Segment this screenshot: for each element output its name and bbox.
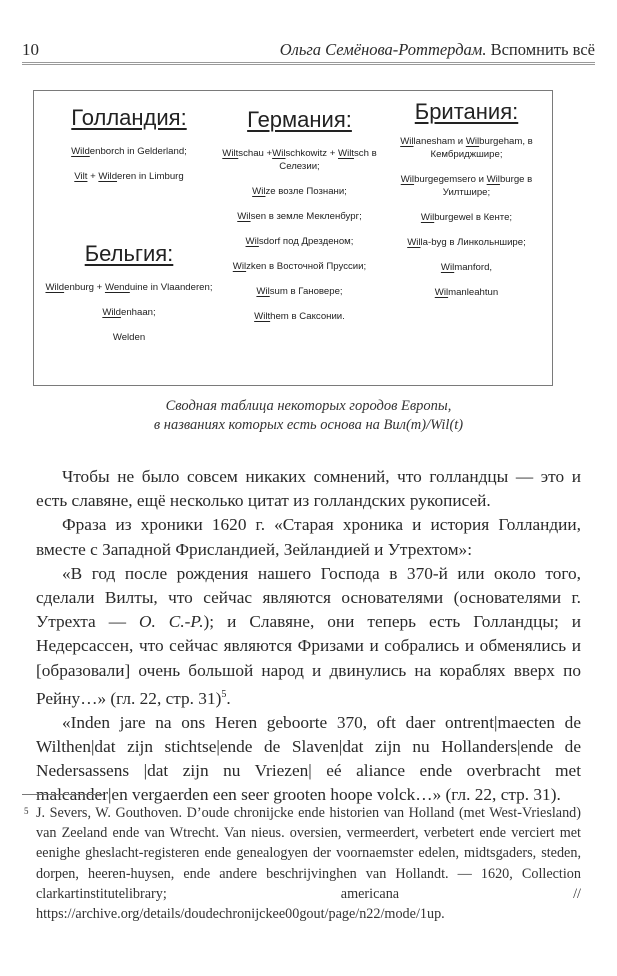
town-entry: Wildenborch in Gelderland; [71, 146, 187, 157]
running-title [280, 40, 595, 60]
root-prefix: Wil [245, 236, 259, 247]
root-prefix: Vilt [74, 171, 88, 182]
paragraph-1: Чтобы не было совсем никаких сомнений, что голландцы — это и есть славяне, ещё несколько цитат из голландских рукописей. [36, 467, 581, 511]
town-entry: Wilsum в Гановере; [256, 286, 343, 297]
root-prefix: Wilt [222, 148, 239, 159]
town-entry: Welden [112, 332, 146, 343]
root-prefix: Wend [104, 282, 130, 293]
root-prefix: Wild [102, 307, 121, 318]
town-entry: Wilburgewel в Кенте; [420, 212, 513, 223]
column-netherlands [44, 105, 214, 195]
town-entry: Wilze возле Познани; [252, 186, 347, 197]
page-number: 10 [22, 40, 39, 59]
root-prefix: Wil [434, 287, 449, 298]
root-prefix: Wil [232, 261, 247, 272]
root-prefix: Wil [420, 212, 435, 223]
column-title: Германия: [247, 107, 352, 132]
paragraph-2: Фраза из хроники 1620 г. «Старая хроника и история Голландии, вместе с Западной Фрисландией, Зейландией и Утрехтом»: [36, 515, 581, 559]
footnote-reference[interactable]: 5 [221, 688, 227, 700]
footnote [24, 803, 581, 924]
root-prefix: Wil [272, 148, 286, 159]
root-prefix: Wil [237, 211, 251, 222]
column-title: Бельгия: [84, 241, 174, 266]
root-prefix: Wil [407, 237, 421, 248]
body-text [36, 465, 581, 808]
footnote-divider [22, 794, 104, 795]
town-entry: Wilzken в Восточной Пруссии; [232, 261, 367, 272]
column-title: Британия: [414, 99, 519, 124]
running-title-book: Вспомнить всё [490, 40, 595, 59]
caption-line-2: в названиях которых есть основа на Вил(т)/Wil(t) [153, 417, 464, 433]
root-prefix: Wil [486, 174, 500, 185]
column-title: Голландия: [71, 105, 187, 130]
root-prefix: Wil [440, 262, 455, 273]
town-entry: Wilmanford, [440, 262, 493, 273]
root-prefix: Wil [252, 186, 266, 197]
root-prefix: Wilt [254, 311, 271, 322]
column-belgium [44, 241, 214, 356]
root-prefix: Wild [71, 146, 90, 157]
root-prefix: Wil [400, 136, 414, 147]
town-entry: Wiltschau +Wilschkowitz + Wiltsch в Селезии; [222, 148, 377, 172]
figure-table-box [33, 90, 553, 386]
author-initials: О. С.-Р. [139, 612, 204, 632]
town-entry: Wilmanleahtun [434, 287, 499, 298]
root-prefix: Wild [98, 171, 118, 182]
footnote-mark: 5 [24, 806, 29, 816]
root-prefix: Wild [45, 282, 65, 293]
town-entry: Vilt + Wilderen in Limburg [74, 171, 184, 182]
town-entry: Willanesham и Wilburgeham, в Кембриджшире; [400, 136, 533, 160]
town-entry: Wilburgegemsero и Wilburge в Уилтшире; [400, 174, 533, 198]
root-prefix: Wilt [338, 148, 354, 159]
root-prefix: Wil [256, 286, 270, 297]
paragraph-3-end: . [226, 688, 231, 708]
figure-caption [60, 397, 557, 435]
town-entry: Wildenburg + Wenduine in Vlaanderen; [45, 282, 213, 293]
town-entry: Wilthem в Саксонии. [254, 311, 345, 322]
town-entry: Wildenhaan; [102, 307, 156, 318]
root-prefix: Wil [400, 174, 415, 185]
running-header [22, 36, 595, 65]
running-title-author: Ольга Семёнова-Роттердам. [279, 40, 487, 59]
root-prefix: Wil [465, 136, 480, 147]
town-entry: Wilsen в земле Мекленбург; [237, 211, 362, 222]
paragraph-3 [36, 562, 581, 711]
town-entry: Wilsdorf под Дрезденом; [245, 236, 354, 247]
paragraph-4: «Inden jare na ons Heren geboorte 370, oft daer ontrent|maecten de Wilthen|dat zijn stichtse|ende de Slaven|dat zijn nu Hollanders|ende de Nedersassens |dat zijn nu Vriezen| eé aliance ende overbracht met malcander|en vergaerden een seer grooten hoope volck…» (гл. 22, стр. 31). [36, 712, 581, 805]
footnote-text: J. Severs, W. Gouthoven. D’oude chronijcke ende historien van Holland (met West-Vriesland) van Zeeland ende van Wtrecht. Van nieus. oversien, vermeerdert, verbetert ende verciert met eenighe gheslacht-registeren ende genealogyen der voornaemster edelen, midtsgaders, steden, dorpen, heeren-huysen, ende andere beschrijvinghen van Hollandt. — 1620, Collection clarkartinstitutelibrary; americana // https://archive.org/details/doudechronijckee00gout/page/n22/mode/1up. [36, 805, 581, 923]
column-britain [384, 99, 549, 311]
paragraph-3-text-b: ); и Славяне, они теперь есть Голландцы; и Недерсассен, что сейчас являются Фризами и собрались и обменялись и [образовали] очень большой народ и двинулись на кораблях вверх по Рейну…» (гл. 22, стр. 31) [36, 612, 581, 708]
caption-line-1: Сводная таблица некоторых городов Европы, [165, 398, 452, 414]
column-germany [217, 107, 382, 335]
paragraph-3-text-a: «В год после рождения нашего Господа в 370-й или около того, сделали Вилты, что сейчас являются основателями (основателями г. Утрехта — [36, 563, 581, 632]
town-entry: Willa-byg в Линкольншире; [407, 237, 526, 248]
